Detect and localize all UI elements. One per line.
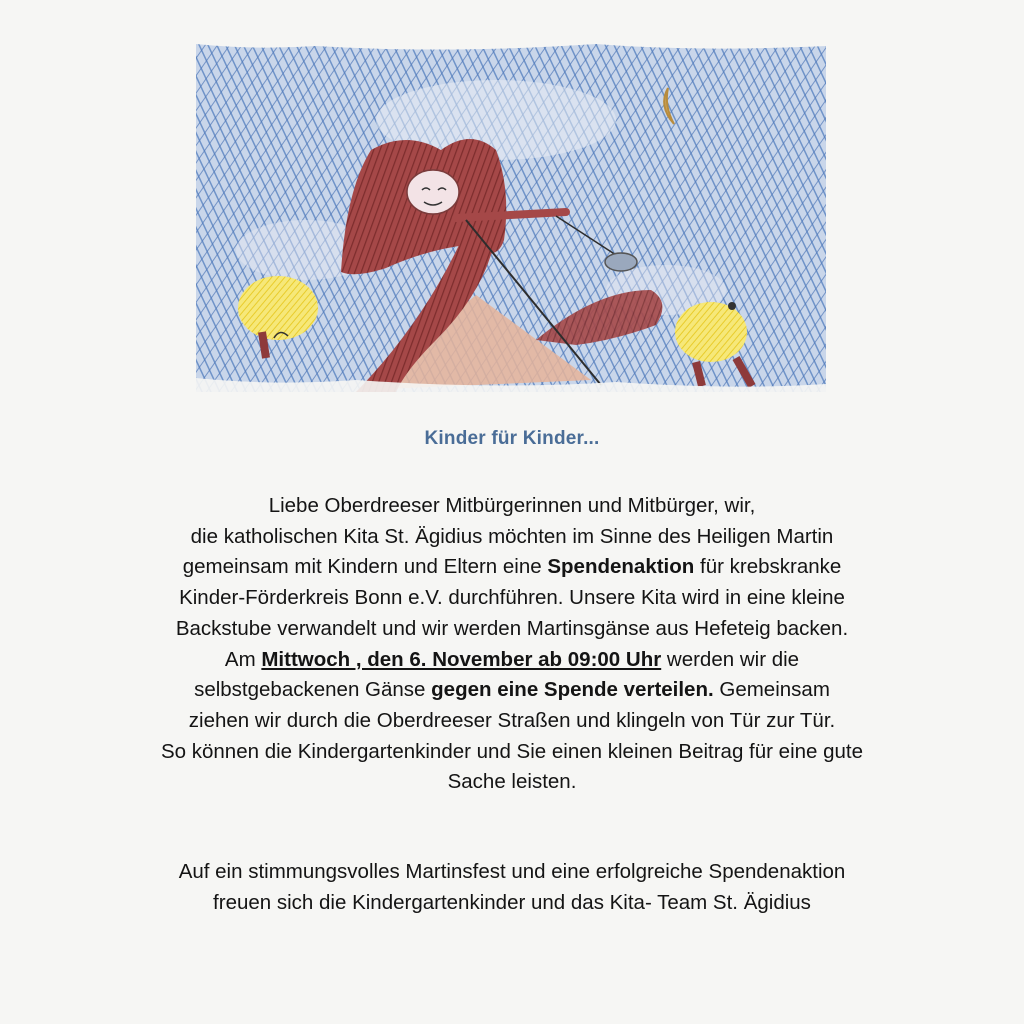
closing-line: Auf ein stimmungsvolles Martinsfest und eine erfolgreiche Spendenaktion xyxy=(178,860,846,883)
text-segment: für krebskranke xyxy=(694,555,842,579)
paragraph-line xyxy=(40,675,984,706)
closing-line: freuen sich die Kindergartenkinder und das Kita- Team St. Ägidius xyxy=(213,890,811,914)
text-segment: Am xyxy=(224,647,262,671)
main-paragraph xyxy=(40,491,984,798)
text-segment: werden wir die xyxy=(661,647,800,671)
closing-paragraph xyxy=(40,857,984,918)
paragraph-line: So können die Kindergartenkinder und Sie einen kleinen Beitrag für eine gute xyxy=(160,739,864,763)
text-segment: Gemeinsam xyxy=(713,678,830,702)
paragraph-line: Sache leisten. xyxy=(447,770,577,794)
paragraph-line: Backstube verwandelt und wir werden Martinsgänse aus Hefeteig backen. xyxy=(175,616,849,640)
text-segment: selbstgebackenen Gänse xyxy=(194,678,432,702)
text-segment: gemeinsam mit Kindern und Eltern eine xyxy=(182,555,548,579)
page-title: Kinder für Kinder... xyxy=(424,428,600,449)
paragraph-line xyxy=(40,552,984,583)
paragraph-line: Liebe Oberdreeser Mitbürgerinnen und Mitbürger, wir, xyxy=(268,494,756,517)
highlight-donation: gegen eine Spende verteilen. xyxy=(431,678,714,702)
highlight-donation-campaign: Spendenaktion xyxy=(547,555,695,579)
paragraph-line: die katholischen Kita St. Ägidius möchten im Sinne des Heiligen Martin xyxy=(190,524,834,548)
paragraph-line xyxy=(40,645,984,676)
paragraph-line: Kinder-Förderkreis Bonn e.V. durchführen. Unsere Kita wird in eine kleine xyxy=(179,586,845,610)
child-drawing-st-martin-icon xyxy=(196,40,826,392)
event-date: Mittwoch , den 6. November ab 09:00 Uhr xyxy=(261,647,662,671)
paragraph-line: ziehen wir durch die Oberdreeser Straßen und klingeln von Tür zur Tür. xyxy=(188,708,836,732)
